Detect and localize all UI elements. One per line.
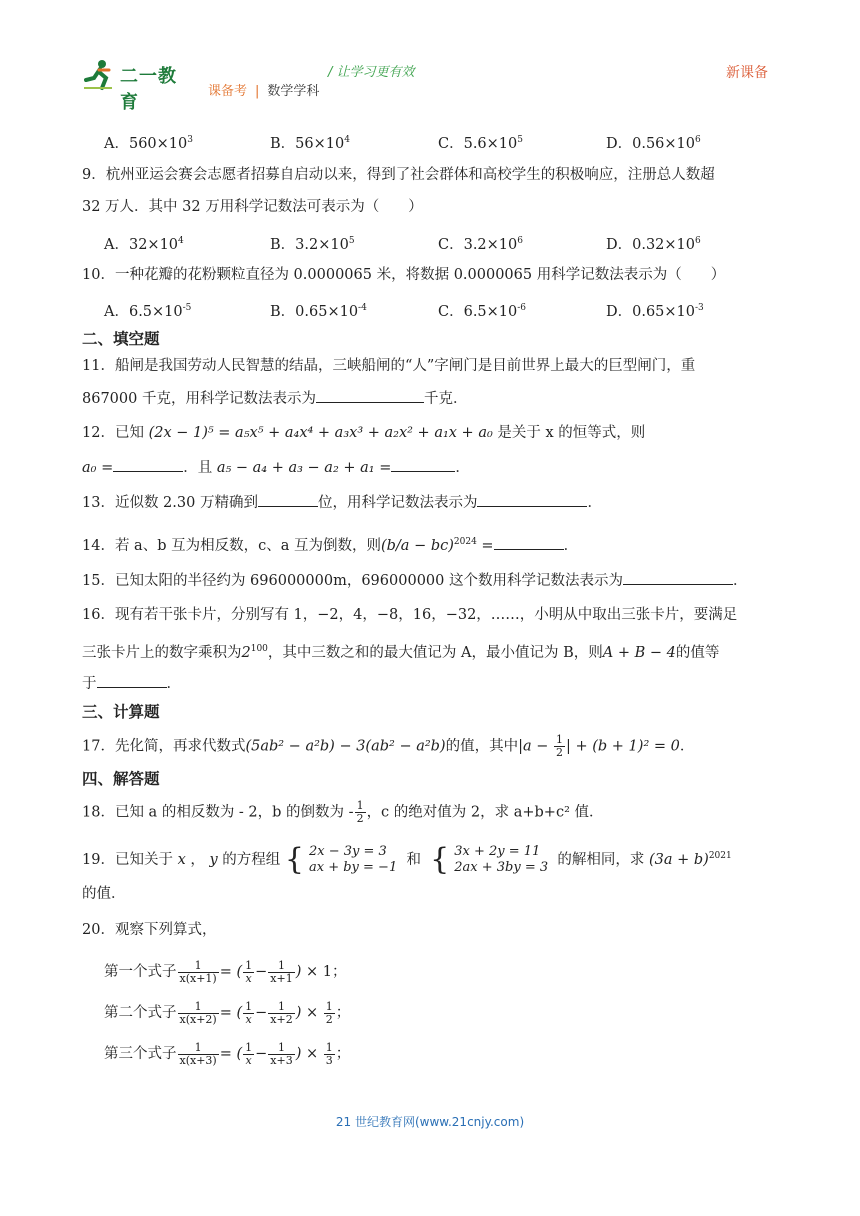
answer-blank[interactable] [258,492,318,507]
section-fill-heading: 二、填空题 [82,330,160,348]
answer-blank[interactable] [316,388,424,403]
q10-option-a: A．$6.5\times 10^{-5}$ [104,303,192,320]
q10-line1: 10．一种花瓣的花粉颗粒直径为 0.0000065 米，将数据 0.0000065 用科学记数法表示为（ ） [82,267,726,283]
header-right-label: 新课备 [726,65,768,81]
q18-line: 18．已知 a 的相反数为 - 2，b 的倒数为 - $\frac{1}{2}$ ，c 的绝对值为 2，求 a+b+c² 值． [82,799,604,825]
q16-line2: 三张卡片上的数字乘积为$2^{100}$，其中三数之和的最大值记为 A，最小值记为 B，则A + B − 4的值等 [82,644,720,661]
answer-blank[interactable] [97,673,167,688]
q14-line: 14．若 a、b 互为相反数，c、a 互为倒数，则(b/a − bc)$^{2024}$ = ． [82,537,579,554]
q20-line1: 20．观察下列算式， [82,922,217,938]
subtitle-right: 数学学科 [267,84,320,99]
q12-equation: (2x − 1)⁵ = a₅x⁵ + a₄x⁴ + a₃x³ + a₂x² + a₁x + a₀ [148,425,493,441]
answer-blank[interactable] [113,457,183,472]
page-header [0,0,860,113]
q19-line2: 的值． [82,886,126,902]
header-subtitle [208,80,319,99]
subtitle-separator: | [255,84,260,99]
q10-option-b: B．$0.65\times 10^{-4}$ [270,303,367,320]
q8-option-b: B．$56\times 10^4$ [270,135,350,152]
q12-line1: 12．已知 (2x − 1)⁵ = a₅x⁵ + a₄x⁴ + a₃x³ + a₂x² + a₁x + a₀ 是关于 x 的恒等式，则 [82,425,646,441]
q9-line2: 32 万人．其中 32 万用科学记数法可表示为（ ） [82,199,423,215]
q8-option-d: D．$0.56\times 10^6$ [606,135,701,152]
slogan: / 让学习更有效 [328,65,415,80]
q13-line: 13．近似数 2.30 万精确到 位，用科学记数法表示为 ． [82,492,602,513]
runner-logo-icon [82,58,116,92]
fraction: $\frac{1}{2}$ [356,799,364,825]
q17-expression: (5ab² − a²b) − 3(ab² − a²b) [245,738,446,755]
answer-blank[interactable] [477,492,587,507]
answer-blank[interactable] [623,570,733,585]
q10-option-c: C．$6.5\times 10^{-6}$ [438,303,527,320]
q9-option-d: D．$0.32\times 10^6$ [606,236,701,253]
q12-line2: a₀ = ．且 a₅ − a₄ + a₃ − a₂ + a₁ = ． [82,457,470,478]
q20-row-1: 第一个式子 $\frac{1}{x(x+1)}$ = ( $\frac{1}{x}$ − $\frac{1}{x+1}$ ) × 1； [104,958,347,985]
logo-text: 二一教育 [120,66,177,113]
q9-option-c: C．$3.2\times 10^6$ [438,236,523,253]
q9-option-a: A．$32\times 10^4$ [104,236,184,253]
equation-system-2: 3x + 2y = 11 2ax + 3by = 3 [454,844,549,875]
q10-option-d: D．$0.65\times 10^{-3}$ [606,303,704,320]
q19-line1: 19．已知关于 x ， y 的方程组 { 2x − 3y = 3 ax + by = −1 和 { 3x + 2y = 11 2ax + 3by = 3 的解相同，求 $(3a + b)^{2021}$ [82,842,732,877]
equation-system-1: 2x − 3y = 3 ax + by = −1 [308,844,398,875]
q20-row-2: 第二个式子 $\frac{1}{x(x+2)}$ = ( $\frac{1}{x}$ − $\frac{1}{x+2}$ ) × $\frac{1}{2}$ ； [104,999,351,1026]
q8-option-c: C．$5.6\times 10^5$ [438,135,523,152]
q8-option-a: A．$560\times 10^3$ [104,135,193,152]
footer-link[interactable]: 21 世纪教育网(www.21cnjy.com) [335,1115,525,1129]
q11-line1: 11．船闸是我国劳动人民智慧的结晶，三峡船闸的“人”字闸门是目前世界上最大的巨型闸门，重 [82,358,696,374]
q11-line2: 867000 千克，用科学记数法表示为 千克． [82,388,467,409]
q17-line: 17．先化简，再求代数式(5ab² − a²b) − 3(ab² − a²b)的值，其中|a − $\frac{1}{2}$ | + (b + 1)² = 0． [82,733,695,759]
q9-option-b: B．$3.2\times 10^5$ [270,236,355,253]
q14-expression: (b/a − bc) [380,538,454,554]
section-solve-heading: 四、解答题 [82,770,160,788]
section-calc-heading: 三、计算题 [82,703,160,721]
q16-line3: 于 ． [82,673,181,694]
answer-blank[interactable] [494,535,564,550]
q20-row-3: 第三个式子 $\frac{1}{x(x+3)}$ = ( $\frac{1}{x}$ − $\frac{1}{x+3}$ ) × $\frac{1}{3}$ ； [104,1040,351,1067]
q9-line1: 9．杭州亚运会赛会志愿者招募自启动以来，得到了社会群体和高校学生的积极响应，注册总人数超 [82,167,715,183]
q16-line1: 16．现有若干张卡片，分别写有 1，−2，4，−8，16，−32，……，小明从中取出三张卡片，要满足 [82,607,738,623]
subtitle-left: 课备考 [208,84,248,99]
q15-line: 15．已知太阳的半径约为 696000000m，696000000 这个数用科学记数法表示为 ． [82,570,747,591]
fraction: $\frac{1}{2}$ [556,733,563,759]
logo [82,56,192,113]
answer-blank[interactable] [391,457,455,472]
